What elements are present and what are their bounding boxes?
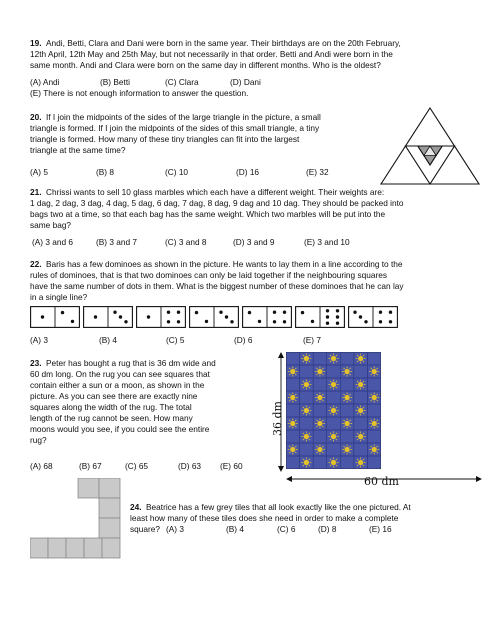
- question-text-line: least how many of these tiles does she need in order to make a complete: [130, 513, 399, 523]
- question-text-line: 1 dag, 2 dag, 3 dag, 4 dag, 5 dag, 6 dag, 7 dag, 8 dag, 9 dag and 10 dag. They should be packed into: [30, 198, 404, 208]
- question-text-line: contain either a sun or a moon, as shown in the: [30, 380, 205, 390]
- answer-option-c[interactable]: (C) 10: [165, 167, 189, 177]
- answer-option-e[interactable]: (E) 7: [303, 335, 321, 345]
- answer-option-a[interactable]: (A) 5: [30, 167, 48, 177]
- domino-pip: [230, 320, 233, 323]
- sun-icon: [344, 421, 349, 426]
- sun-icon: [317, 447, 322, 452]
- domino-pip: [283, 311, 286, 314]
- rug-figure: [256, 352, 484, 494]
- question-text-line: have the same number of dots in them. What is the biggest number of these dominoes that he can lay: [30, 281, 404, 291]
- sun-icon: [304, 460, 309, 465]
- domino-pip: [177, 311, 180, 314]
- answer-option-d[interactable]: (D) 3 and 9: [233, 237, 275, 247]
- answer-option-c[interactable]: (C) 3 and 8: [165, 237, 207, 247]
- sun-icon: [358, 356, 363, 361]
- domino-pip: [311, 320, 314, 323]
- question-text-line: If I join the midpoints of the sides of the large triangle in the picture, a small: [46, 112, 321, 122]
- sun-icon: [290, 421, 295, 426]
- domino-pip: [353, 311, 356, 314]
- domino-pip: [359, 315, 362, 318]
- grey-tile-figure: [30, 478, 121, 560]
- domino-pip: [225, 315, 228, 318]
- answer-option-e[interactable]: (E) 60: [220, 461, 243, 471]
- answer-option-c[interactable]: (C) 5: [166, 335, 185, 345]
- domino-pip: [301, 311, 304, 314]
- sun-icon: [290, 369, 295, 374]
- question-text-line: triangle is formed. If I join the midpoints of the sides of this small triangle, a tiny: [30, 123, 320, 133]
- sun-icon: [372, 421, 377, 426]
- question-text-line: Beatrice has a few grey tiles that all look exactly like the one pictured. At: [146, 502, 411, 512]
- question-text-line: rug?: [30, 435, 47, 445]
- domino-tile: [242, 306, 294, 328]
- question-number: 21.: [30, 187, 42, 197]
- answer-option-a[interactable]: (A) 3: [30, 335, 48, 345]
- question-number: 22.: [30, 259, 42, 269]
- domino-pip: [273, 320, 276, 323]
- answer-option-b[interactable]: (B) 3 and 7: [96, 237, 138, 247]
- sun-icon: [304, 408, 309, 413]
- sun-icon: [317, 369, 322, 374]
- question-text-line: Andi, Betti, Clara and Dani were born in the same year. Their birthdays are on the 20th February,: [46, 38, 401, 48]
- domino-pip: [71, 320, 74, 323]
- domino-tile: [348, 306, 400, 328]
- domino-pip: [195, 311, 198, 314]
- domino-pip: [167, 311, 170, 314]
- sun-icon: [304, 434, 309, 439]
- question-text-line: Chrissi wants to sell 10 glass marbles which each have a different weight. Their weights are:: [46, 187, 385, 197]
- answer-option-e[interactable]: (E) 32: [306, 167, 329, 177]
- domino-tile: [189, 306, 241, 328]
- question-text-line: Peter has bought a rug that is 36 dm wide and: [46, 358, 216, 368]
- question-number: 20.: [30, 112, 42, 122]
- sun-icon: [290, 395, 295, 400]
- question-text-line: moons would you see, if you could see the entire: [30, 424, 210, 434]
- sun-icon: [304, 356, 309, 361]
- domino-pip: [248, 311, 251, 314]
- sun-icon: [358, 382, 363, 387]
- answer-option-b[interactable]: (B) 8: [96, 167, 114, 177]
- question-text-line: in a single line?: [30, 292, 88, 302]
- domino-pip: [364, 320, 367, 323]
- domino-pip: [258, 320, 261, 323]
- domino-pip: [389, 320, 392, 323]
- sun-icon: [372, 447, 377, 452]
- question-text-line: triangle at the same time?: [30, 145, 126, 155]
- sun-icon: [358, 434, 363, 439]
- domino-pip: [147, 315, 150, 318]
- question-text-line: triangle is formed. How many of these tiny triangles can fit into the largest: [30, 134, 300, 144]
- question-text-line: 60 dm long. On the rug you can see squares that: [30, 369, 210, 379]
- question-text-line: length of the rug cannot be seen. How many: [30, 413, 193, 423]
- sun-icon: [290, 447, 295, 452]
- question-text-line: rules of dominoes, that is that two dominoes can only be laid together if the neighbouring squares: [30, 270, 387, 280]
- rug-length-label: 60 dm: [364, 475, 399, 488]
- sun-icon: [358, 460, 363, 465]
- answer-option-c[interactable]: (C) Clara: [165, 77, 199, 87]
- domino-pip: [41, 315, 44, 318]
- domino-pip: [273, 311, 276, 314]
- sun-icon: [317, 421, 322, 426]
- question-text-line: square?: [130, 524, 160, 534]
- sun-icon: [358, 408, 363, 413]
- question-text-line: picture. As you can see there are exactly nine: [30, 391, 198, 401]
- answer-option-a[interactable]: (A) Andi: [30, 77, 60, 87]
- question-number: 24.: [130, 502, 142, 512]
- answer-option-b[interactable]: (B) 4: [226, 524, 244, 534]
- question-text-line: squares along the width of the rug. The total: [30, 402, 192, 412]
- answer-option-d[interactable]: (D) 16: [236, 167, 260, 177]
- domino-pip: [326, 309, 329, 312]
- domino-tile: [83, 306, 135, 328]
- answer-option-e[interactable]: (E) There is not enough information to answer the question.: [30, 88, 249, 98]
- question-text-line: same month. Andi and Clara were born on the same day in different months. Who is the oldest?: [30, 60, 381, 70]
- answer-option-c[interactable]: (C) 65: [125, 461, 149, 471]
- domino-pip: [177, 320, 180, 323]
- answer-option-d[interactable]: (D) 6: [234, 335, 253, 345]
- sun-icon: [331, 434, 336, 439]
- question-text-line: bags two at a time, so that each bag has the same weight. Which two marbles will be put into the: [30, 209, 386, 219]
- answer-option-a[interactable]: (A) 68: [30, 461, 53, 471]
- sun-icon: [331, 460, 336, 465]
- sun-icon: [331, 356, 336, 361]
- domino-tile: [136, 306, 188, 328]
- sun-icon: [372, 395, 377, 400]
- question-number: 19.: [30, 38, 42, 48]
- sun-icon: [372, 369, 377, 374]
- answer-option-b[interactable]: (B) 4: [99, 335, 117, 345]
- question-text-line: 12th April, 12th May and 25th May, but not necessarily in that order. Betti and Andi were born in the: [30, 49, 393, 59]
- domino-pip: [326, 322, 329, 325]
- domino-pip: [336, 315, 339, 318]
- domino-tile: [30, 306, 82, 328]
- answer-option-d[interactable]: (D) 8: [318, 524, 337, 534]
- question-text-line: Baris has a few dominoes as shown in the picture. He wants to lay them in a line according to the: [46, 259, 403, 269]
- sun-icon: [344, 447, 349, 452]
- domino-pip: [379, 320, 382, 323]
- domino-pip: [94, 315, 97, 318]
- domino-pip: [336, 322, 339, 325]
- domino-pip: [205, 320, 208, 323]
- domino-pip: [113, 311, 116, 314]
- domino-pip: [219, 311, 222, 314]
- rug-width-label: 36 dm: [270, 401, 284, 436]
- answer-option-e[interactable]: (E) 16: [369, 524, 392, 534]
- answer-option-b[interactable]: (B) Betti: [100, 77, 130, 87]
- domino-pip: [61, 311, 64, 314]
- answer-option-a[interactable]: (A) 3: [166, 524, 184, 534]
- domino-pip: [389, 311, 392, 314]
- question-number: 23.: [30, 358, 42, 368]
- answer-option-e[interactable]: (E) 3 and 10: [304, 237, 350, 247]
- answer-option-d[interactable]: (D) Dani: [230, 77, 261, 87]
- rug-grid: [286, 352, 381, 469]
- nested-triangles-figure: [379, 106, 481, 186]
- sun-icon: [331, 408, 336, 413]
- answer-option-d[interactable]: (D) 63: [178, 461, 202, 471]
- domino-pip: [124, 320, 127, 323]
- sun-icon: [344, 395, 349, 400]
- answer-option-c[interactable]: (C) 6: [277, 524, 296, 534]
- domino-pip: [326, 315, 329, 318]
- domino-pip: [379, 311, 382, 314]
- sun-icon: [344, 369, 349, 374]
- domino-pip: [283, 320, 286, 323]
- question-text-line: same bag?: [30, 220, 72, 230]
- sun-icon: [304, 382, 309, 387]
- domino-pip: [336, 309, 339, 312]
- answer-option-a[interactable]: (A) 3 and 6: [32, 237, 74, 247]
- domino-pip: [167, 320, 170, 323]
- domino-tile: [295, 306, 347, 328]
- sun-icon: [317, 395, 322, 400]
- answer-option-b[interactable]: (B) 67: [79, 461, 102, 471]
- domino-pip: [119, 315, 122, 318]
- sun-icon: [331, 382, 336, 387]
